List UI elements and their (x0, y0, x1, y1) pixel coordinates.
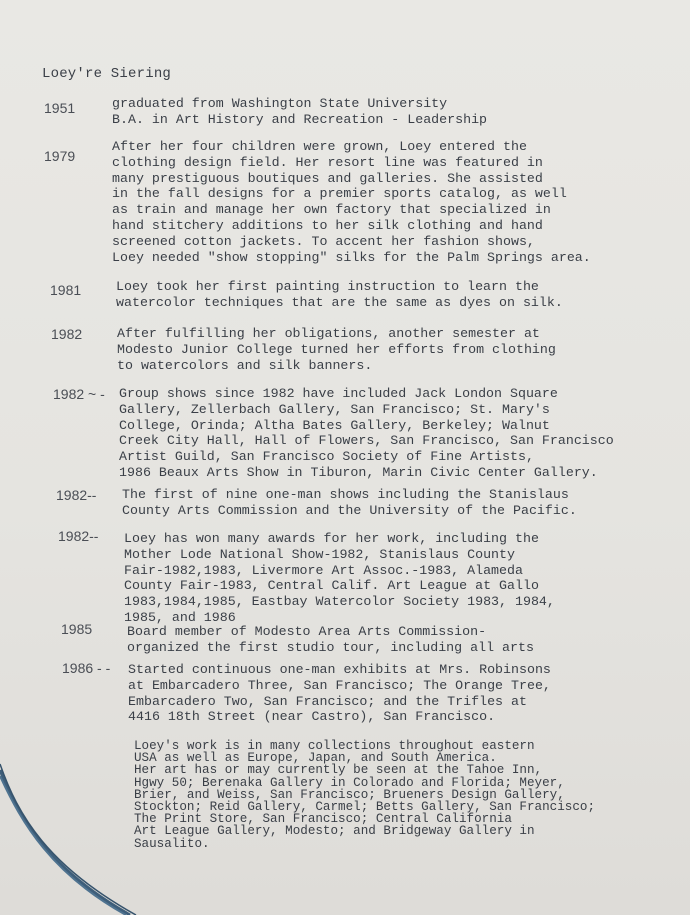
closing-line: USA as well as Europe, Japan, and South America. (134, 751, 497, 766)
closing-text (134, 740, 595, 850)
entry-text (127, 624, 534, 656)
entry-line: in the fall designs for a premier sports catalog, as well (112, 186, 567, 202)
entry-line: After her four children were grown, Loey entered the (112, 139, 527, 154)
entry-line: 1986 Beaux Arts Show in Tiburon, Marin Civic Center Gallery. (119, 464, 598, 480)
entry-text (124, 531, 555, 626)
entry-line: B.A. in Art History and Recreation - Leadership (112, 111, 488, 127)
entry-line: to watercolors and silk banners. (117, 357, 373, 373)
closing-line: Hgwy 50; Berenaka Gallery in Colorado and Florida; Meyer, (134, 775, 565, 790)
closing-line: Her art has or may currently be seen at the Tahoe Inn, (134, 763, 543, 778)
entry-line: organized the first studio tour, including all arts (127, 639, 534, 655)
entry-line: Fair-1982,1983, Livermore Art Assoc.-1983, Alameda (124, 562, 523, 578)
entry-line: Mother Lode National Show-1982, Stanislaus County (124, 546, 515, 562)
entry-line: County Fair-1983, Central Calif. Art League at Gallo (124, 578, 539, 594)
entry-line: watercolor techniques that are the same as dyes on silk. (116, 294, 563, 310)
entry-text (112, 96, 487, 128)
entry-line: Gallery, Zellerbach Gallery, San Francisco; St. Mary's (119, 401, 550, 417)
closing-line: Brier, and Weiss, San Francisco; Brueners Design Gallery, (134, 787, 565, 802)
entry-line: Embarcadero Two, San Francisco; and the Trifles at (128, 693, 527, 709)
entry-text (128, 662, 551, 725)
document-title: Loey're Siering (42, 66, 172, 82)
entry-line: Loey took her first painting instruction to learn the (116, 279, 539, 294)
entry-year: 1985 (61, 621, 93, 637)
entry-text (116, 279, 563, 311)
entry-line: 1985, and 1986 (124, 609, 236, 625)
entry-line: 1983,1984,1985, Eastbay Watercolor Society 1983, 1984, (124, 594, 555, 610)
entry-line: Artist Guild, San Francisco Society of Fine Artists, (119, 449, 534, 465)
entry-line: at Embarcadero Three, San Francisco; The Orange Tree, (128, 677, 551, 693)
entry-year: 1979 (44, 148, 76, 164)
entry-year: 1982 ~ - (53, 386, 105, 402)
entry-text (112, 139, 591, 265)
entry-line: Loey has won many awards for her work, including the (124, 531, 539, 546)
entry-line: Modesto Junior College turned her efforts from clothing (117, 341, 556, 357)
entry-line: College, Orinda; Altha Bates Gallery, Berkeley; Walnut (119, 417, 550, 433)
entry-line: screened cotton jackets. To accent her fashion shows, (112, 233, 535, 249)
entry-text (119, 386, 614, 481)
entry-year: 1951 (44, 100, 76, 116)
entry-line: graduated from Washington State University (112, 96, 448, 111)
entry-year: 1986 - - (62, 660, 111, 676)
entry-line: The first of nine one-man shows including the Stanislaus (122, 487, 569, 502)
entry-text (117, 326, 556, 373)
entry-text (122, 487, 577, 519)
blue-cord-decoration (0, 760, 150, 915)
entry-line: Started continuous one-man exhibits at Mrs. Robinsons (128, 662, 551, 677)
entry-line: Loey needed "show stopping" silks for the Palm Springs area. (112, 249, 591, 265)
closing-line: Stockton; Reid Gallery, Carmel; Betts Gallery, San Francisco; (134, 800, 596, 815)
entry-line: hand stitchery additions to her silk clothing and hand (112, 217, 543, 233)
entry-line: many prestiguous boutiques and galleries. She assisted (112, 170, 543, 186)
entry-line: County Arts Commission and the University of the Pacific. (122, 502, 577, 518)
entry-year: 1982-- (56, 487, 97, 503)
closing-line: Sausalito. (134, 836, 210, 851)
entry-line: Group shows since 1982 have included Jack London Square (119, 386, 558, 401)
entry-line: clothing design field. Her resort line was featured in (112, 154, 543, 170)
entry-line: Creek City Hall, Hall of Flowers, San Francisco, San Francisco (119, 433, 614, 449)
closing-line: Loey's work is in many collections throughout eastern (134, 739, 535, 753)
entry-line: 4416 18th Street (near Castro), San Francisco. (128, 709, 496, 725)
entry-line: After fulfilling her obligations, another semester at (117, 326, 540, 341)
closing-line: The Print Store, San Francisco; Central California (134, 812, 512, 827)
entry-line: Board member of Modesto Area Arts Commission- (127, 624, 487, 639)
entry-line: as train and manage her own factory that specialized in (112, 202, 551, 218)
entry-year: 1982-- (58, 528, 99, 544)
entry-year: 1982 (51, 326, 83, 342)
entry-year: 1981 (50, 282, 82, 298)
closing-line: Art League Gallery, Modesto; and Bridgeway Gallery in (134, 824, 535, 839)
